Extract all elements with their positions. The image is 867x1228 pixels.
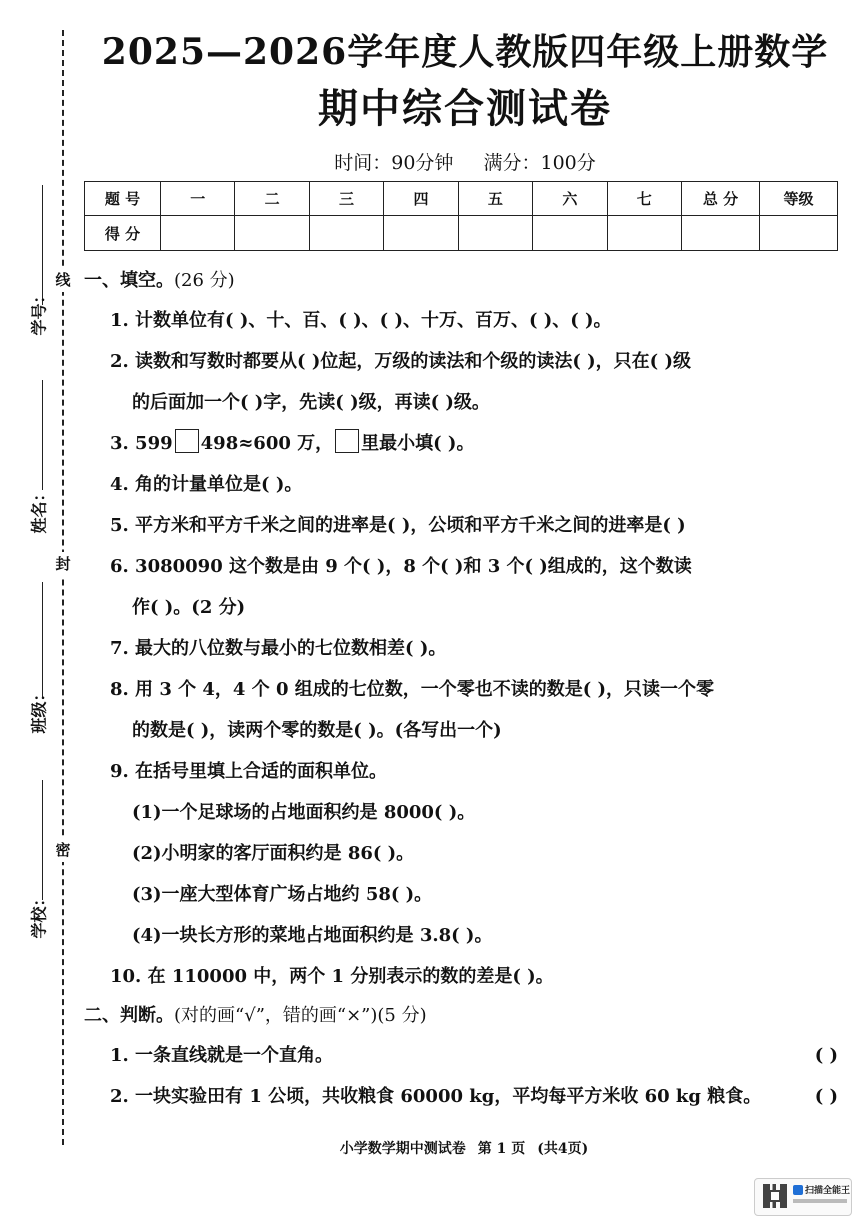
school-line <box>42 780 43 900</box>
fill-question-9-2: (2)小明家的客厅面积约是 86( )。 <box>132 843 415 864</box>
score-cell[interactable] <box>760 216 838 251</box>
fill-question-10: 10. 在 110000 中，两个 1 分别表示的数的差是( )。 <box>110 966 554 987</box>
scanner-watermark-text: 扫描全能王 <box>805 1186 851 1196</box>
name-line <box>42 380 43 490</box>
fill-question-9-4: (4)一块长方形的菜地占地面积约是 3.8( )。 <box>132 925 493 946</box>
q3-part-b: 498≈600 万， <box>200 433 334 454</box>
answer-box[interactable] <box>175 429 199 453</box>
score-cell[interactable] <box>384 216 458 251</box>
judge-answer-blank[interactable]: ( ) <box>814 1086 838 1107</box>
fill-question-4: 4. 角的计量单位是( )。 <box>110 474 303 495</box>
answer-box <box>335 429 359 453</box>
exam-content <box>84 262 844 1117</box>
fill-question-3 <box>84 423 844 464</box>
fill-question-9-1: (1)一个足球场的占地面积约是 8000( )。 <box>132 802 476 823</box>
section1-heading <box>84 262 844 300</box>
fill-question-8: 8. 用 3 个 4，4 个 0 组成的七位数，一个零也不读的数是( )，只读一个零 <box>110 679 715 700</box>
score-cell[interactable] <box>607 216 681 251</box>
footer-total-pages: (共4页) <box>537 1141 589 1157</box>
scanner-logo-icon <box>793 1185 803 1195</box>
fill-question-6-cont: 作( )。(2 分) <box>132 597 246 618</box>
score-cell[interactable] <box>309 216 383 251</box>
fill-question-7: 7. 最大的八位数与最小的七位数相差( )。 <box>110 638 447 659</box>
footer-exam-name: 小学数学期中测试卷 <box>339 1141 466 1157</box>
score-cell[interactable] <box>533 216 607 251</box>
page-footer <box>84 1138 844 1158</box>
score-header-cell: 总 分 <box>682 182 760 216</box>
score-header-cell: 五 <box>458 182 532 216</box>
fill-question-8-cont: 的数是( )，读两个零的数是( )。(各写出一个) <box>132 720 502 741</box>
judge-question-2 <box>84 1076 844 1117</box>
judge-answer-blank[interactable]: ( ) <box>814 1045 838 1066</box>
exam-title-line1: 2025—2026学年度人教版四年级上册数学 <box>101 31 829 73</box>
section2-title: 二、判断。 <box>84 1005 174 1026</box>
fill-question-1: 1. 计数单位有( )、十、百、( )、( )、十万、百万、( )、( )。 <box>110 310 612 331</box>
name-label: 姓名： <box>29 485 49 534</box>
judge-question-1-text: 1. 一条直线就是一个直角。 <box>110 1045 334 1066</box>
score-row-label: 得 分 <box>85 216 161 251</box>
score-table <box>84 181 838 251</box>
exam-title-line2: 期中综合测试卷 <box>318 85 612 132</box>
student-id-label: 学号： <box>29 287 49 336</box>
fill-question-5: 5. 平方米和平方千米之间的进率是( )，公顷和平方千米之间的进率是( ) <box>110 515 686 536</box>
exam-time: 时间：90分钟 <box>334 152 454 174</box>
score-cell[interactable] <box>458 216 532 251</box>
section2-points: (对的画“√”，错的画“×”)(5 分) <box>174 1005 427 1026</box>
score-table-header-row <box>85 182 838 216</box>
score-cell[interactable] <box>235 216 309 251</box>
footer-page-number: 第 1 页 <box>477 1141 526 1157</box>
score-cell[interactable] <box>161 216 235 251</box>
seal-char-seal: 封 <box>52 552 74 576</box>
scanner-watermark-subline <box>793 1199 847 1203</box>
qr-code-icon <box>763 1184 787 1208</box>
judge-question-2-text: 2. 一块实验田有 1 公顷，共收粮食 60000 kg，平均每平方米收 60 kg 粮食。 <box>110 1086 762 1107</box>
section2-heading <box>84 997 844 1035</box>
fill-question-6: 6. 3080090 这个数是由 9 个( )，8 个( )和 3 个( )组成的，这个数读 <box>110 556 692 577</box>
fill-question-9-3: (3)一座大型体育广场占地约 58( )。 <box>132 884 433 905</box>
score-header-cell: 六 <box>533 182 607 216</box>
seal-char-line: 线 <box>52 268 74 292</box>
score-table-score-row <box>85 216 838 251</box>
score-header-cell: 三 <box>309 182 383 216</box>
exam-meta <box>100 148 830 175</box>
judge-question-1 <box>84 1035 844 1076</box>
score-header-cell: 四 <box>384 182 458 216</box>
score-header-cell: 七 <box>607 182 681 216</box>
binding-strip <box>0 0 82 1228</box>
section1-title: 一、填空。 <box>84 270 174 291</box>
section1-points: (26 分) <box>174 270 235 291</box>
exam-full-score: 满分：100分 <box>483 152 596 174</box>
seal-char-secret: 密 <box>52 838 74 862</box>
q3-part-a: 3. 599 <box>110 433 173 454</box>
class-line <box>42 582 43 697</box>
fill-question-2: 2. 读数和写数时都要从( )位起，万级的读法和个级的读法( )，只在( )级 <box>110 351 691 372</box>
class-label: 班级： <box>29 685 49 734</box>
score-header-cell: 一 <box>161 182 235 216</box>
score-header-cell: 二 <box>235 182 309 216</box>
q3-part-c: 里最小填( )。 <box>361 433 475 454</box>
score-header-cell: 等级 <box>760 182 838 216</box>
score-header-cell: 题 号 <box>85 182 161 216</box>
fill-question-9: 9. 在括号里填上合适的面积单位。 <box>110 761 388 782</box>
seal-dashed-line <box>62 30 64 1145</box>
fill-question-2-cont: 的后面加一个( )字，先读( )级，再读( )级。 <box>132 392 490 413</box>
school-label: 学校： <box>29 890 49 939</box>
score-cell[interactable] <box>682 216 760 251</box>
scanner-watermark <box>754 1178 852 1216</box>
exam-header <box>100 28 830 138</box>
